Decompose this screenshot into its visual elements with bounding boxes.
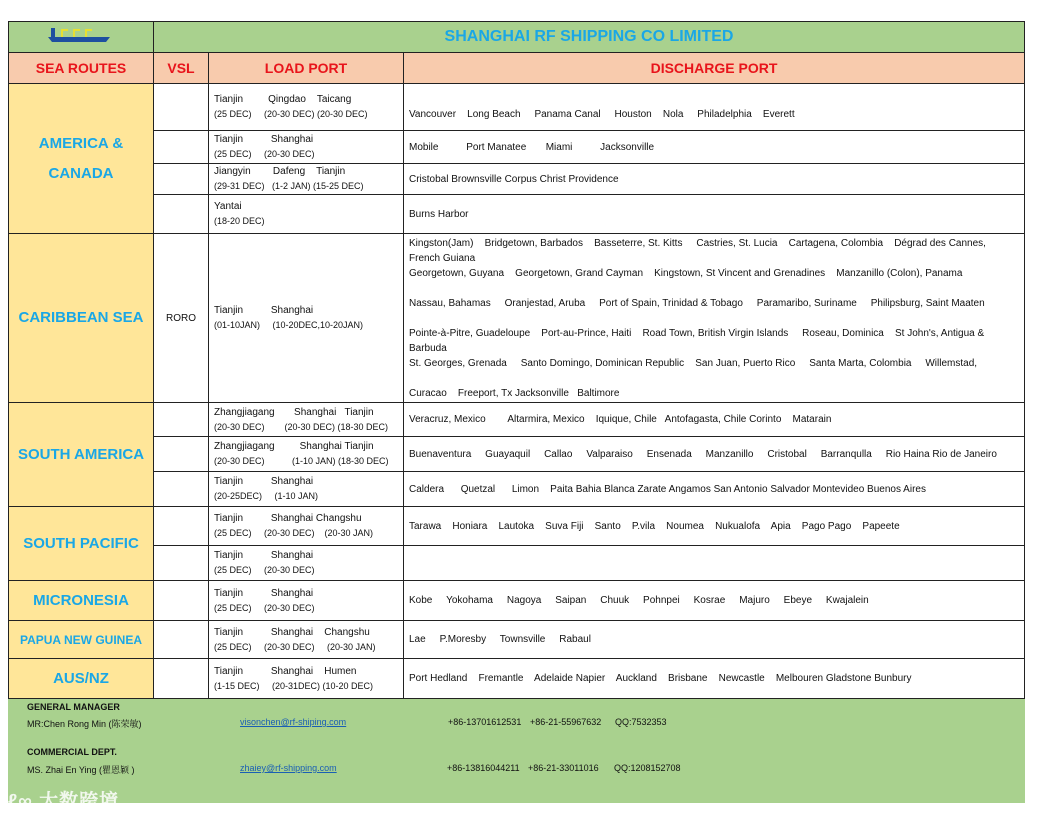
vsl-cell — [154, 659, 209, 699]
header-sea-routes: SEA ROUTES — [9, 53, 154, 84]
discharge-port-cell: Kingston(Jam) Bridgetown, Barbados Basseterre, St. Kitts Castries, St. Lucia Cartagena, Colombia Dégrad des Cannes, French Guiana Georgetown, Guyana Georgetown, Grand Cayman Kingstown, St Vincent and Grenadines Manzanillo (Colon), Panama Nassau, Bahamas Oranjestad, Aruba Port of Spain, Trinidad & Tobago Paramaribo, Suriname Philipsburg, Saint Maaten Pointe-à-Pitre, Guadeloupe Port-au-Prince, Haiti Road Town, British Virgin Islands Roseau, Dominica St John's, Antigua & Barbuda St. Georges, Grenada Santo Domingo, Dominican Republic San Juan, Puerto Rico Santa Marta, Colombia Willemstad, Curacao Freeport, Tx Jacksonville Baltimore — [404, 234, 1025, 403]
vsl-cell — [154, 195, 209, 234]
header-load-port: LOAD PORT — [209, 53, 404, 84]
discharge-port-cell: Lae P.Moresby Townsville Rabaul — [404, 621, 1025, 659]
discharge-port-cell: Veracruz, Mexico Altarmira, Mexico Iquique, Chile Antofagasta, Chile Corinto Matarain — [404, 403, 1025, 437]
vsl-cell — [154, 472, 209, 507]
vsl-cell — [154, 507, 209, 546]
ship-icon — [48, 26, 114, 44]
header-vsl: VSL — [154, 53, 209, 84]
vsl-cell — [154, 437, 209, 472]
discharge-port-cell: Vancouver Long Beach Panama Canal Houston Nola Philadelphia Everett — [404, 84, 1025, 131]
watermark-logo-icon: ℓ∞ — [8, 791, 40, 812]
discharge-port-cell: Tarawa Honiara Lautoka Suva Fiji Santo P.vila Noumea Nukualofa Apia Pago Pago Papeete — [404, 507, 1025, 546]
load-port-cell: Tianjin Shanghai (01-10JAN) (10-20DEC,10-20JAN) — [209, 234, 404, 403]
company-title: SHANGHAI RF SHIPPING CO LIMITED — [154, 22, 1025, 53]
vsl-cell — [154, 84, 209, 131]
gm-email-link[interactable]: visonchen@rf-shiping.com — [240, 717, 347, 727]
route-aus-nz: AUS/NZ — [9, 659, 154, 699]
load-port-cell: Tianjin Shanghai (25 DEC) (20-30 DEC) — [209, 546, 404, 581]
gm-mobile: +86-13701612531 — [448, 717, 522, 727]
route-papua-new-guinea: PAPUA NEW GUINEA — [9, 621, 154, 659]
load-port-cell: Tianjin Shanghai Changshu (25 DEC) (20-30 DEC) (20-30 JAN) — [209, 621, 404, 659]
discharge-port-cell — [404, 546, 1025, 581]
route-south-america: SOUTH AMERICA — [9, 403, 154, 507]
load-port-cell: Jiangyin Dafeng Tianjin (29-31 DEC) (1-2 JAN) (15-25 DEC) — [209, 164, 404, 195]
vsl-cell — [154, 131, 209, 164]
route-south-pacific: SOUTH PACIFIC — [9, 507, 154, 581]
discharge-port-cell: Caldera Quetzal Limon Paita Bahia Blanca Zarate Angamos San Antonio Salvador Montevideo Buenos Aires — [404, 472, 1025, 507]
discharge-port-cell: Burns Harbor — [404, 195, 1025, 234]
gm-qq: QQ:7532353 — [615, 717, 667, 727]
discharge-port-cell: Port Hedland Fremantle Adelaide Napier Auckland Brisbane Newcastle Melbouren Gladstone Bunbury — [404, 659, 1025, 699]
vsl-cell — [154, 403, 209, 437]
watermark: ℓ∞ 大数跨境 — [8, 791, 120, 812]
route-micronesia: MICRONESIA — [9, 581, 154, 621]
vsl-cell — [154, 621, 209, 659]
logo-cell — [9, 22, 154, 53]
load-port-cell: Tianjin Qingdao Taicang (25 DEC) (20-30 DEC) (20-30 DEC) — [209, 84, 404, 131]
vsl-cell — [154, 546, 209, 581]
gm-title: GENERAL MANAGER — [27, 702, 120, 712]
cd-email-link[interactable]: zhaiey@rf-shipping.com — [240, 763, 337, 773]
header-discharge-port: DISCHARGE PORT — [404, 53, 1025, 84]
cd-phone: +86-21-33011016 — [528, 763, 599, 773]
route-caribbean-sea: CARIBBEAN SEA — [9, 234, 154, 403]
cd-mobile: +86-13816044211 — [447, 763, 520, 773]
discharge-port-cell: Cristobal Brownsville Corpus Christ Providence — [404, 164, 1025, 195]
cd-title: COMMERCIAL DEPT. — [27, 747, 117, 757]
route-america-canada: AMERICA & CANADA — [9, 84, 154, 234]
load-port-cell: Tianjin Shanghai Humen (1-15 DEC) (20-31DEC) (10-20 DEC) — [209, 659, 404, 699]
discharge-port-cell: Mobile Port Manatee Miami Jacksonville — [404, 131, 1025, 164]
load-port-cell: Tianjin Shanghai (25 DEC) (20-30 DEC) — [209, 131, 404, 164]
load-port-cell: Tianjin Shanghai (25 DEC) (20-30 DEC) — [209, 581, 404, 621]
load-port-cell: Tianjin Shanghai Changshu (25 DEC) (20-30 DEC) (20-30 JAN) — [209, 507, 404, 546]
contact-footer — [8, 699, 1025, 803]
cd-name: MS. Zhai En Ying (瞿恩颖 ) — [27, 765, 135, 775]
vsl-roro: RORO — [154, 234, 209, 403]
gm-name: MR:Chen Rong Min (陈荣敏) — [27, 719, 142, 729]
load-port-cell: Tianjin Shanghai (20-25DEC) (1-10 JAN) — [209, 472, 404, 507]
gm-phone: +86-21-55967632 — [530, 717, 602, 727]
load-port-cell: Zhangjiagang Shanghai Tianjin (20-30 DEC) (20-30 DEC) (18-30 DEC) — [209, 403, 404, 437]
vsl-cell — [154, 164, 209, 195]
discharge-port-cell: Buenaventura Guayaquil Callao Valparaiso Ensenada Manzanillo Cristobal Barranqulla Rio Haina Rio de Janeiro — [404, 437, 1025, 472]
load-port-cell: Zhangjiagang Shanghai Tianjin (20-30 DEC) (1-10 JAN) (18-30 DEC) — [209, 437, 404, 472]
discharge-port-cell: Kobe Yokohama Nagoya Saipan Chuuk Pohnpei Kosrae Majuro Ebeye Kwajalein — [404, 581, 1025, 621]
load-port-cell: Yantai (18-20 DEC) — [209, 195, 404, 234]
shipping-routes-table — [8, 21, 1025, 699]
cd-qq: QQ:1208152708 — [614, 763, 681, 773]
vsl-cell — [154, 581, 209, 621]
